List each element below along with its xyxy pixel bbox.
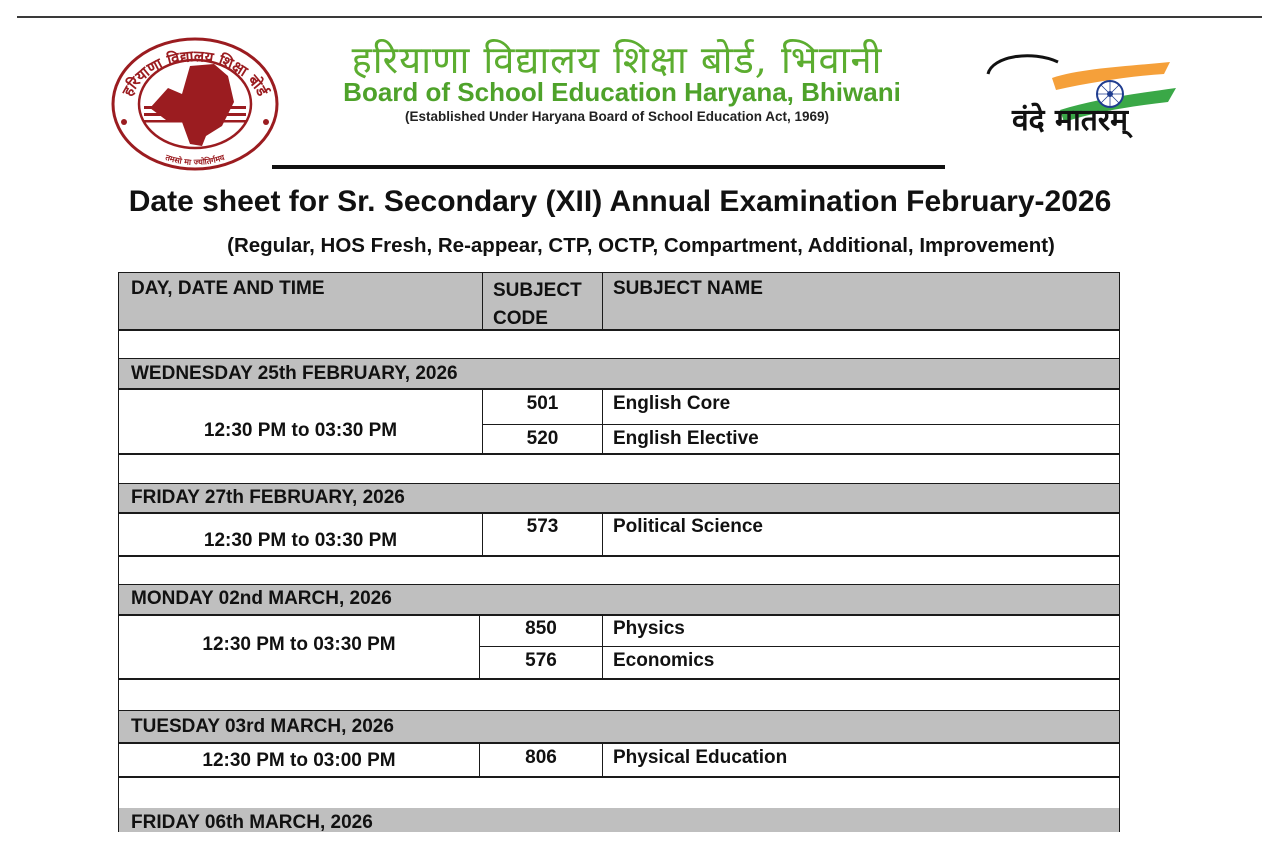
top-rule: [17, 16, 1262, 18]
date-row: [118, 711, 1120, 744]
spacer-row: [118, 454, 1120, 485]
document-title: Date sheet for Sr. Secondary (XII) Annual Examination February-2026: [128, 185, 1112, 218]
subject-code: 806: [525, 747, 557, 768]
subject-name: English Elective: [613, 428, 759, 449]
subject-code: 520: [526, 428, 559, 449]
board-name-english: Board of School Education Haryana, Bhiwani: [343, 77, 901, 107]
column-header-subject-code-line1: SUBJECT: [493, 280, 582, 301]
exam-slot-row: [118, 743, 1120, 778]
subject-name: Political Science: [613, 516, 763, 537]
seal-text: हरियाणा विद्यालय शिक्षा बोर्ड: [118, 47, 272, 100]
subject-code: 573: [526, 516, 559, 537]
subject-code: 501: [526, 393, 559, 414]
column-header-day-date-time: DAY, DATE AND TIME: [131, 278, 325, 299]
vande-mataram-emblem: [982, 48, 1178, 156]
exam-date: TUESDAY 03rd MARCH, 2026: [131, 716, 394, 737]
exam-time: 12:30 PM to 03:30 PM: [203, 420, 398, 441]
spacer-row: [118, 330, 1120, 360]
date-row: [118, 484, 1120, 514]
spacer-row: [118, 556, 1120, 586]
exam-time: 12:30 PM to 03:00 PM: [202, 750, 396, 771]
subject-name: English Core: [613, 393, 731, 414]
header-cell-subject-name: [602, 272, 1120, 331]
date-row: [118, 359, 1120, 390]
header-cell-subject-code: [482, 272, 603, 331]
established-note: (Established Under Haryana Board of School Education Act, 1969): [404, 109, 830, 124]
subject-name: Economics: [613, 650, 715, 671]
column-header-subject-code-line2: CODE: [493, 308, 548, 329]
spacer-row: [118, 679, 1120, 712]
exam-date: MONDAY 02nd MARCH, 2026: [131, 588, 392, 609]
board-seal-logo: [110, 36, 280, 172]
exam-date: FRIDAY 27th FEBRUARY, 2026: [131, 487, 405, 508]
column-header-subject-code: [493, 277, 582, 333]
board-name-hindi: हरियाणा विद्यालय शिक्षा बोर्ड, भिवानी: [351, 38, 883, 82]
exam-slot-row: [118, 389, 1120, 455]
subject-name: Physics: [613, 618, 685, 639]
exam-time: 12:30 PM to 03:30 PM: [202, 634, 396, 655]
header-cell-day-date-time: [118, 272, 483, 331]
subject-code: 850: [525, 618, 557, 639]
subject-name: Physical Education: [613, 747, 788, 768]
seal-motto: तमसो मा ज्योतिर्गमय: [164, 152, 226, 167]
exam-date: FRIDAY 06th MARCH, 2026: [131, 812, 373, 832]
table-header-row: [118, 273, 1120, 331]
exam-date: WEDNESDAY 25th FEBRUARY, 2026: [131, 363, 458, 384]
emblem-text: वंदे मातरम्: [1012, 103, 1129, 138]
subject-code: 576: [525, 650, 557, 671]
date-row: [118, 585, 1120, 616]
header-divider: [272, 165, 945, 169]
exam-time: 12:30 PM to 03:30 PM: [203, 530, 398, 551]
exam-slot-row: [118, 513, 1120, 557]
column-header-subject-name: SUBJECT NAME: [613, 278, 763, 299]
document-subtitle: (Regular, HOS Fresh, Re-appear, CTP, OCTP, Compartment, Additional, Improvement): [227, 234, 1055, 257]
exam-slot-row: [118, 615, 1120, 680]
date-row: [118, 808, 1120, 832]
spacer-row: [118, 777, 1120, 809]
